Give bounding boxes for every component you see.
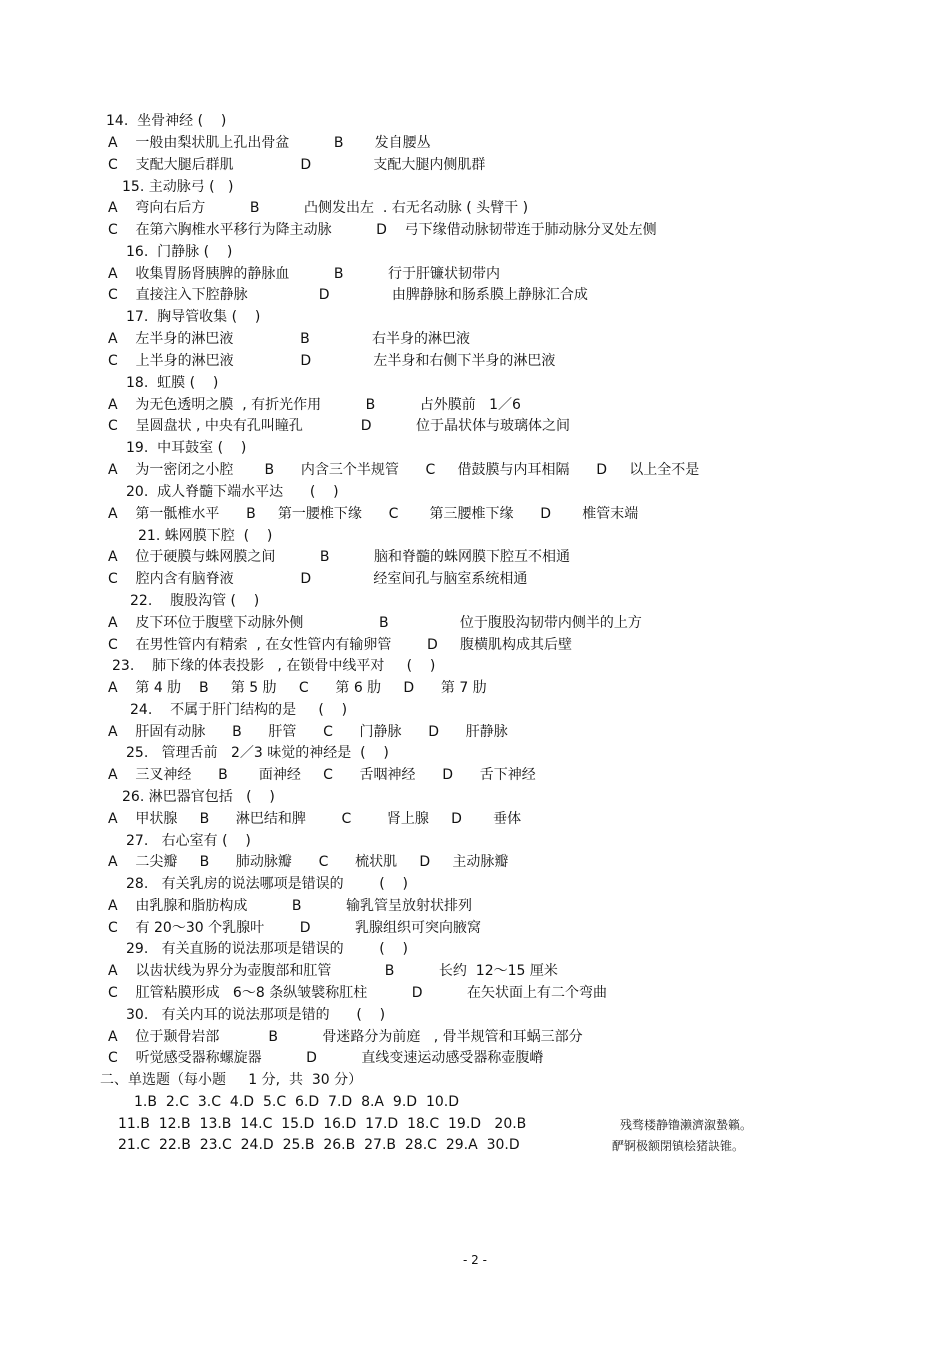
question-23: 23. 肺下缘的体表投影 , 在锁骨中线平对 ( ) bbox=[112, 658, 436, 674]
question-15-options-cd: C 在第六胸椎水平移行为降主动脉 D 弓下缘借动脉韧带连于肺动脉分叉处左侧 bbox=[108, 222, 657, 238]
garbled-text-2: 酽锕极额閉镇桧猪訣锥。 bbox=[612, 1139, 745, 1153]
question-18-options-ab: A 为无色透明之膜 , 有折光作用 B 占外膜前 1／6 bbox=[108, 397, 521, 413]
question-18-options-cd: C 呈圆盘状 , 中央有孔叫瞳孔 D 位于晶状体与玻璃体之间 bbox=[108, 418, 571, 434]
question-27: 27. 右心室有 ( ) bbox=[126, 833, 251, 849]
question-16-options-cd: C 直接注入下腔静脉 D 由脾静脉和肠系膜上静脉汇合成 bbox=[108, 287, 588, 303]
question-15: 15. 主动脉弓 ( ) bbox=[122, 179, 234, 195]
question-14-options-ab: A 一般由梨状肌上孔出骨盆 B 发自腰丛 bbox=[108, 135, 431, 151]
question-17-options-ab: A 左半身的淋巴液 B 右半身的淋巴液 bbox=[108, 331, 471, 347]
question-21-options-cd: C 腔内含有脑脊液 D 经室间孔与脑室系统相通 bbox=[108, 571, 528, 587]
question-22-options-cd: C 在男性管内有精索 , 在女性管内有输卵管 D 腹横肌构成其后壁 bbox=[108, 637, 573, 653]
question-22-options-ab: A 皮下环位于腹壁下动脉外侧 B 位于腹股沟韧带内侧半的上方 bbox=[108, 615, 642, 631]
question-21: 21. 蛛网膜下腔 ( ) bbox=[138, 528, 273, 544]
question-18: 18. 虹膜 ( ) bbox=[126, 375, 219, 391]
answer-section-heading: 二、单选题（每小题 1 分, 共 30 分） bbox=[100, 1072, 363, 1088]
question-27-options: A 二尖瓣 B 肺动脉瓣 C 梳状肌 D 主动脉瓣 bbox=[108, 854, 509, 870]
question-16: 16. 门静脉 ( ) bbox=[126, 244, 233, 260]
question-19: 19. 中耳鼓室 ( ) bbox=[126, 440, 247, 456]
question-20: 20. 成人脊髓下端水平达 ( ) bbox=[126, 484, 339, 500]
answer-row-2: 11.B 12.B 13.B 14.C 15.D 16.D 17.D 18.C 19.D 20.B bbox=[118, 1116, 527, 1132]
page-number: - 2 - bbox=[463, 1253, 487, 1267]
question-24-options: A 肝固有动脉 B 肝管 C 门静脉 D 肝静脉 bbox=[108, 724, 508, 740]
question-15-options-ab: A 弯向右后方 B 凸侧发出左 . 右无名动脉 ( 头臂干 ) bbox=[108, 200, 529, 216]
question-19-options: A 为一密闭之小腔 B 内含三个半规管 C 借鼓膜与内耳相隔 D 以上全不是 bbox=[108, 462, 700, 478]
answer-row-3: 21.C 22.B 23.C 24.D 25.B 26.B 27.B 28.C 29.A 30.D bbox=[118, 1137, 520, 1153]
question-22: 22. 腹股沟管 ( ) bbox=[130, 593, 260, 609]
question-25: 25. 管理舌前 2／3 味觉的神经是 ( ) bbox=[126, 745, 389, 761]
question-28-options-cd: C 有 20～30 个乳腺叶 D 乳腺组织可突向腋窝 bbox=[108, 920, 481, 936]
question-20-options: A 第一骶椎水平 B 第一腰椎下缘 C 第三腰椎下缘 D 椎管末端 bbox=[108, 506, 639, 522]
question-16-options-ab: A 收集胃肠肾胰脾的静脉血 B 行于肝镰状韧带内 bbox=[108, 266, 500, 282]
question-29-options-ab: A 以齿状线为界分为壶腹部和肛管 B 长约 12～15 厘米 bbox=[108, 963, 558, 979]
question-14-options-cd: C 支配大腿后群肌 D 支配大腿内侧肌群 bbox=[108, 157, 486, 173]
question-14: 14. 坐骨神经 ( ) bbox=[106, 113, 227, 129]
answer-row-1: 1.B 2.C 3.C 4.D 5.C 6.D 7.D 8.A 9.D 10.D bbox=[134, 1094, 459, 1110]
question-24: 24. 不属于肝门结构的是 ( ) bbox=[130, 702, 348, 718]
question-30-options-ab: A 位于颞骨岩部 B 骨迷路分为前庭 , 骨半规管和耳蜗三部分 bbox=[108, 1029, 583, 1045]
question-17: 17. 胸导管收集 ( ) bbox=[126, 309, 261, 325]
question-21-options-ab: A 位于硬膜与蛛网膜之间 B 脑和脊髓的蛛网膜下腔互不相通 bbox=[108, 549, 570, 565]
question-30: 30. 有关内耳的说法那项是错的 ( ) bbox=[126, 1007, 386, 1023]
garbled-text-1: 残骛楼静镥濑濟溆蟄籟。 bbox=[620, 1118, 753, 1132]
question-28-options-ab: A 由乳腺和脂肪构成 B 输乳管呈放射状排列 bbox=[108, 898, 472, 914]
question-26: 26. 淋巴器官包括 ( ) bbox=[122, 789, 275, 805]
question-25-options: A 三叉神经 B 面神经 C 舌咽神经 D 舌下神经 bbox=[108, 767, 536, 783]
question-23-options: A 第 4 肋 B 第 5 肋 C 第 6 肋 D 第 7 肋 bbox=[108, 680, 487, 696]
question-17-options-cd: C 上半身的淋巴液 D 左半身和右侧下半身的淋巴液 bbox=[108, 353, 556, 369]
question-29-options-cd: C 肛管粘膜形成 6～8 条纵皱襞称肛柱 D 在矢状面上有二个弯曲 bbox=[108, 985, 607, 1001]
question-30-options-cd: C 听觉感受器称螺旋器 D 直线变速运动感受器称壶腹嵴 bbox=[108, 1050, 544, 1066]
question-29: 29. 有关直肠的说法那项是错误的 ( ) bbox=[126, 941, 408, 957]
question-26-options: A 甲状腺 B 淋巴结和脾 C 肾上腺 D 垂体 bbox=[108, 811, 522, 827]
question-28: 28. 有关乳房的说法哪项是错误的 ( ) bbox=[126, 876, 408, 892]
